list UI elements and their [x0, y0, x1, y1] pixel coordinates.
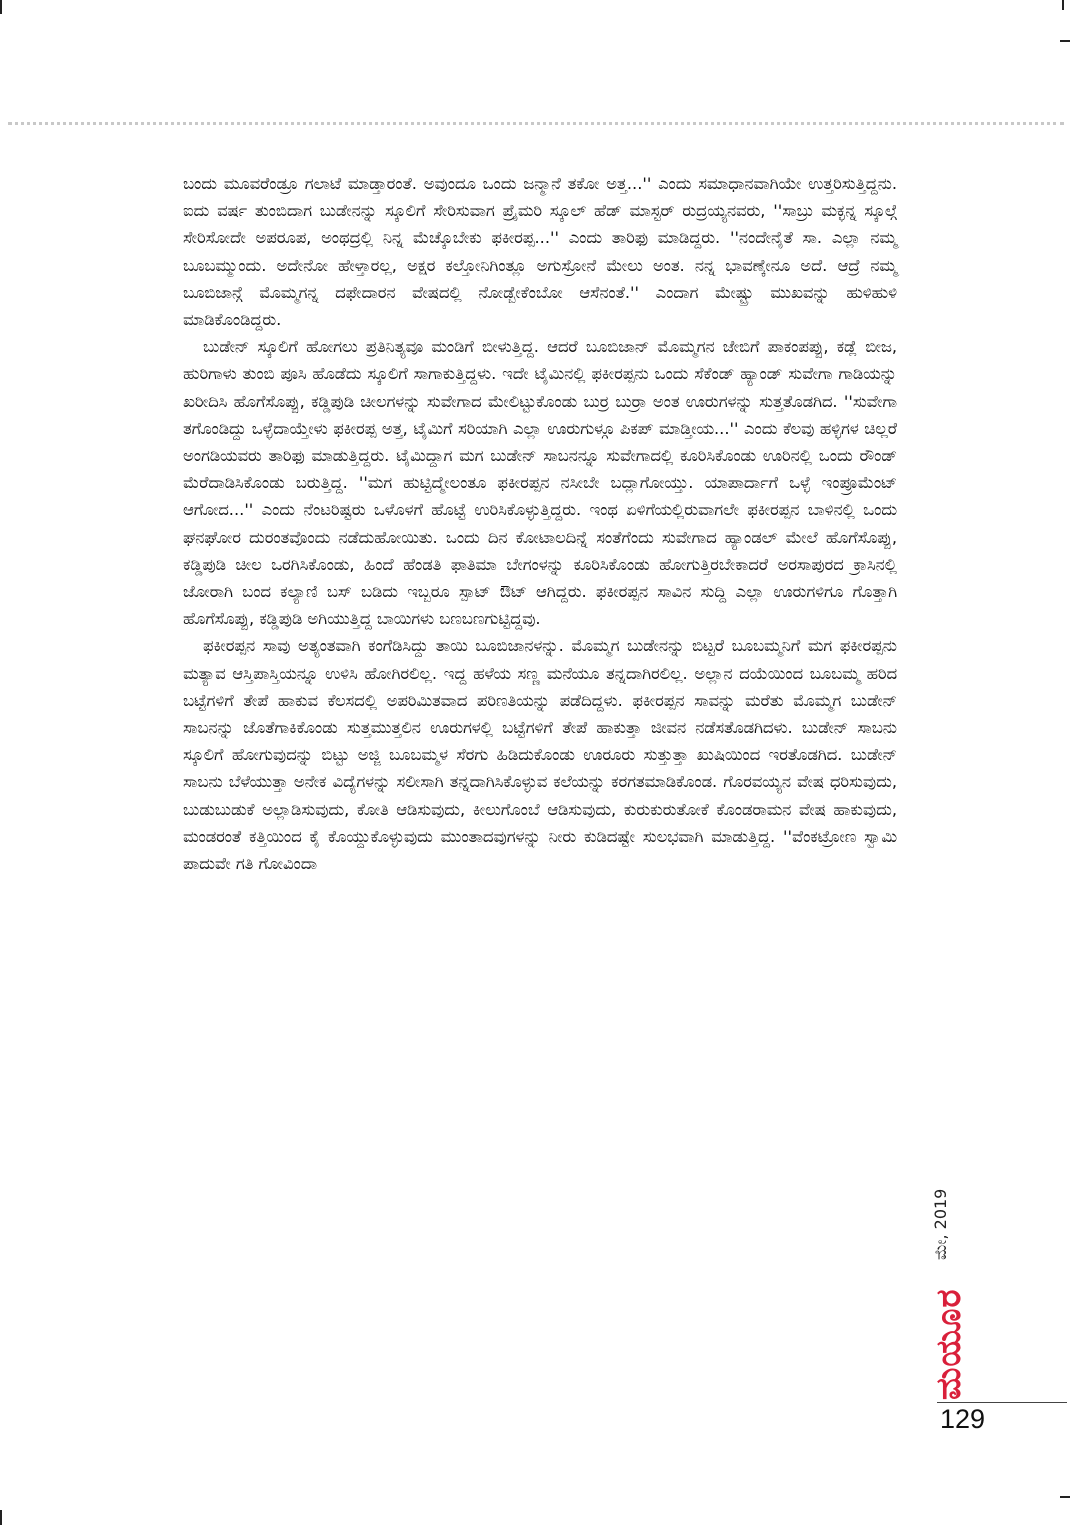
page-number-rule [937, 1402, 1067, 1403]
article-paragraph-2: ಬುಡೇನ್ ಸ್ಕೂಲಿಗೆ ಹೋಗಲು ಪ್ರತಿನಿತ್ಯವೂ ಮಂಡಿಗೆ ಬೀಳುತ್ತಿದ್ದ. ಆದರೆ ಬೂಬಿಜಾನ್ ಮೊಮ್ಮಗನ ಜೇಬಿಗೆ ಪಾಕಂಪಪ್ಪು, ಕಡ್ಲೆ ಬೀಜ, ಹುರಿಗಾಳು ತುಂಬಿ ಪೂಸಿ ಹೊಡೆದು ಸ್ಕೂಲಿಗೆ ಸಾಗಾಕುತ್ತಿದ್ದಳು. ಇದೇ ಟೈಮಿನಲ್ಲಿ ಫಕೀರಪ್ಪನು ಒಂದು ಸೆಕೆಂಡ್ ಹ್ಯಾಂಡ್ ಸುವೇಗಾ ಗಾಡಿಯನ್ನು ಖರೀದಿಸಿ ಹೊಗೆಸೊಪ್ಪು, ಕಡ್ಡಿಪುಡಿ ಚೀಲಗಳನ್ನು ಸುವೇಗಾದ ಮೇಲಿಟ್ಟುಕೊಂಡು ಬುರ್ರ ಬುರ್ರಾ ಅಂತ ಊರುಗಳನ್ನು ಸುತ್ತತೊಡಗಿದ. ''ಸುವೇಗಾ ತಗೊಂಡಿದ್ದು ಒಳ್ಳೆದಾಯ್ತೇಳು ಫಕೀರಪ್ಪ ಅತ್ತ, ಟೈಮಿಗೆ ಸರಿಯಾಗಿ ಎಲ್ಲಾ ಊರುಗುಳ್ಗೂ ಪಿಕಪ್ ಮಾಡ್ತೀಯ...'' ಎಂದು ಕೆಲವು ಹಳ್ಳಿಗಳ ಚಿಲ್ಲರೆ ಅಂಗಡಿಯವರು ತಾರಿಫು ಮಾಡುತ್ತಿದ್ದರು. ಟೈಮಿದ್ದಾಗ ಮಗ ಬುಡೇನ್ ಸಾಬನನ್ನೂ ಸುವೇಗಾದಲ್ಲಿ ಕೂರಿಸಿಕೊಂಡು ಊರಿನಲ್ಲಿ ಒಂದು ರೌಂಡ್ ಮೆರೆದಾಡಿಸಿಕೊಂಡು ಬರುತ್ತಿದ್ದ. ''ಮಗ ಹುಟ್ಟಿದ್ಮೇಲಂತೂ ಫಕೀರಪ್ಪನ ನಸೀಬೇ ಬದ್ಲಾಗೋಯ್ತು. ಯಾಪಾರ್ದಾಗೆ ಒಳ್ಳೆ ಇಂಪ್ರೂಮೆಂಟ್ ಆಗೋದ...'' ಎಂದು ನೆಂಟರಿಷ್ಟರು ಒಳೊಳಗೆ ಹೊಟ್ಟೆ ಉರಿಸಿಕೊಳ್ಳುತ್ತಿದ್ದರು. ಇಂಥ ಏಳಿಗೆಯಲ್ಲಿರುವಾಗಲೇ ಫಕೀರಪ್ಪನ ಬಾಳಿನಲ್ಲಿ ಒಂದು ಘನಘೋರ ದುರಂತವೊಂದು ನಡೆದುಹೋಯಿತು. ಒಂದು ದಿನ ಕೋಟಾಲದಿನ್ನೆ ಸಂತೆಗೆಂದು ಸುವೇಗಾದ ಹ್ಯಾಂಡಲ್ ಮೇಲೆ ಹೊಗೆಸೊಪ್ಪು, ಕಡ್ಡಿಪುಡಿ ಚೀಲ ಒರಗಿಸಿಕೊಂಡು, ಹಿಂದೆ ಹೆಂಡತಿ ಫಾತಿಮಾ ಬೇಗಂಳನ್ನು ಕೂರಿಸಿಕೊಂಡು ಹೋಗುತ್ತಿರಬೇಕಾದರೆ ಅರಸಾಪುರದ ಕ್ರಾಸಿನಲ್ಲಿ ಜೋರಾಗಿ ಬಂದ ಕಲ್ಯಾಣಿ ಬಸ್ ಬಡಿದು ಇಬ್ಬರೂ ಸ್ಪಾಟ್ ಔಟ್ ಆಗಿದ್ದರು. ಫಕೀರಪ್ಪನ ಸಾವಿನ ಸುದ್ದಿ ಎಲ್ಲಾ ಊರುಗಳಿಗೂ ಗೊತ್ತಾಗಿ ಹೊಗೆಸೊಪ್ಪು, ಕಡ್ಡಿಪುಡಿ ಅಗಿಯುತ್ತಿದ್ದ ಬಾಯಿಗಳು ಬಣಬಣಗುಟ್ಟಿದ್ದವು. [183, 337, 897, 629]
crop-mark-right-lower [1060, 1496, 1070, 1498]
crop-mark-top-left [0, 0, 2, 14]
article-paragraph-3: ಫಕೀರಪ್ಪನ ಸಾವು ಅತ್ಯಂತವಾಗಿ ಕಂಗೆಡಿಸಿದ್ದು ತಾಯಿ ಬೂಬಿಜಾನಳನ್ನು. ಮೊಮ್ಮಗ ಬುಡೇನನ್ನು ಬಿಟ್ಟರೆ ಬೂಬಮ್ಮನಿಗೆ ಮಗ ಫಕೀರಪ್ಪನು ಮತ್ಯಾವ ಆಸ್ತಿಪಾಸ್ತಿಯನ್ನೂ ಉಳಿಸಿ ಹೋಗಿರಲಿಲ್ಲ. ಇದ್ದ ಹಳೆಯ ಸಣ್ಣ ಮನೆಯೂ ತನ್ನದಾಗಿರಲಿಲ್ಲ. ಅಲ್ಲಾನ ದಯೆಯಿಂದ ಬೂಬಮ್ಮ ಹರಿದ ಬಟ್ಟೆಗಳಿಗೆ ತೇಪೆ ಹಾಕುವ ಕೆಲಸದಲ್ಲಿ ಅಪರಿಮಿತವಾದ ಪರಿಣತಿಯನ್ನು ಪಡೆದಿದ್ದಳು. ಫಕೀರಪ್ಪನ ಸಾವನ್ನು ಮರೆತು ಮೊಮ್ಮಗ ಬುಡೇನ್ ಸಾಬನನ್ನು ಜೊತೆಗಾಕಿಕೊಂಡು ಸುತ್ತಮುತ್ತಲಿನ ಊರುಗಳಲ್ಲಿ ಬಟ್ಟೆಗಳಿಗೆ ತೇಪೆ ಹಾಕುತ್ತಾ ಜೀವನ ನಡೆಸತೊಡಗಿದಳು. ಬುಡೇನ್ ಸಾಬನು ಸ್ಕೂಲಿಗೆ ಹೋಗುವುದನ್ನು ಬಿಟ್ಟು ಅಜ್ಜಿ ಬೂಬಮ್ಮಳ ಸೆರಗು ಹಿಡಿದುಕೊಂಡು ಊರೂರು ಸುತ್ತುತ್ತಾ ಖುಷಿಯಿಂದ ಇರತೊಡಗಿದ. ಬುಡೇನ್ ಸಾಬನು ಬೆಳೆಯುತ್ತಾ ಅನೇಕ ವಿದ್ಯೆಗಳನ್ನು ಸಲೀಸಾಗಿ ತನ್ನದಾಗಿಸಿಕೊಳ್ಳುವ ಕಲೆಯನ್ನು ಕರಗತಮಾಡಿಕೊಂಡ. ಗೊರವಯ್ಯನ ವೇಷ ಧರಿಸುವುದು, ಬುಡುಬುಡುಕೆ ಅಲ್ಲಾಡಿಸುವುದು, ಕೋತಿ ಆಡಿಸುವುದು, ಕೀಲುಗೊಂಬೆ ಆಡಿಸುವುದು, ಕುರುಕುರುತೋಕೆ ಕೊಂಡರಾಮನ ವೇಷ ಹಾಕುವುದು, ಮಂಡರಂತೆ ಕತ್ತಿಯಿಂದ ಕೈ ಕೊಯ್ದುಕೊಳ್ಳುವುದು ಮುಂತಾದವುಗಳನ್ನು ನೀರು ಕುಡಿದಷ್ಟೇ ಸುಲಭವಾಗಿ ಮಾಡುತ್ತಿದ್ದ. ''ವೆಂಕಟ್ರೋಣ ಸ್ವಾಮಿ ಪಾದುವೇ ಗತಿ ಗೋವಿಂದಾ [183, 636, 897, 874]
crop-mark-right-upper [1060, 40, 1070, 42]
article-body [183, 170, 897, 877]
sidebar [915, 1120, 975, 1400]
article-paragraph-1: ಬಂದು ಮೂವರೆಂಡ್ರೂ ಗಲಾಟೆ ಮಾಡ್ತಾರಂತೆ. ಅವುಂದೂ ಒಂದು ಜನ್ಮಾನೆ ತಕೋ ಅತ್ತ...'' ಎಂದು ಸಮಾಧಾನವಾಗಿಯೇ ಉತ್ತರಿಸುತ್ತಿದ್ದನು. ಐದು ವರ್ಷ ತುಂಬಿದಾಗ ಬುಡೇನನ್ನು ಸ್ಕೂಲಿಗೆ ಸೇರಿಸುವಾಗ ಪ್ರೈಮರಿ ಸ್ಕೂಲ್ ಹೆಡ್ ಮಾಸ್ಟರ್ ರುದ್ರಯ್ಯನವರು, ''ಸಾಬ್ರು ಮಕ್ಳನ್ನ ಸ್ಕೂಲ್ಗೆ ಸೇರಿಸೋದೇ ಅಪರೂಪ, ಅಂಥದ್ರಲ್ಲಿ ನಿನ್ನ ಮೆಚ್ಕೊಬೇಕು ಫಕೀರಪ್ಪ...'' ಎಂದು ತಾರಿಫು ಮಾಡಿದ್ದರು. ''ನಂದೇನೈತೆ ಸಾ. ಎಲ್ಲಾ ನಮ್ಮ ಬೂಬಮ್ಮುಂದು. ಅದೇನೋ ಹೇಳ್ತಾರಲ್ಲ, ಅಕ್ಷರ ಕಲ್ತೋನಿಗಿಂತ್ಲೂ ಅಗುಸ್ರೋನೆ ಮೇಲು ಅಂತ. ನನ್ನ ಭಾವಣ್ಕೇನೂ ಅದೆ. ಆದ್ರೆ ನಮ್ಮ ಬೂಬಿಜಾನ್ಗೆ ಮೊಮ್ಮಗನ್ನ ದಫೇದಾರನ ವೇಷದಲ್ಲಿ ನೋಡ್ಬೇಕೆಂಬೋ ಆಸೆನಂತೆ.'' ಎಂದಾಗ ಮೇಷ್ಟ್ರು ಮುಖವನ್ನು ಹುಳಿಹುಳಿ ಮಾಡಿಕೊಂಡಿದ್ದರು. [183, 174, 897, 330]
issue-date: ಮೇ, 2019 [931, 1188, 950, 1260]
crop-mark-top-right [1062, 0, 1064, 10]
crop-mark-bottom-left [0, 1510, 2, 1525]
page-number: 129 [940, 1404, 986, 1434]
header-dotted-rule [8, 122, 1064, 125]
magazine-logo: ಮಯೂರ [929, 1288, 969, 1400]
